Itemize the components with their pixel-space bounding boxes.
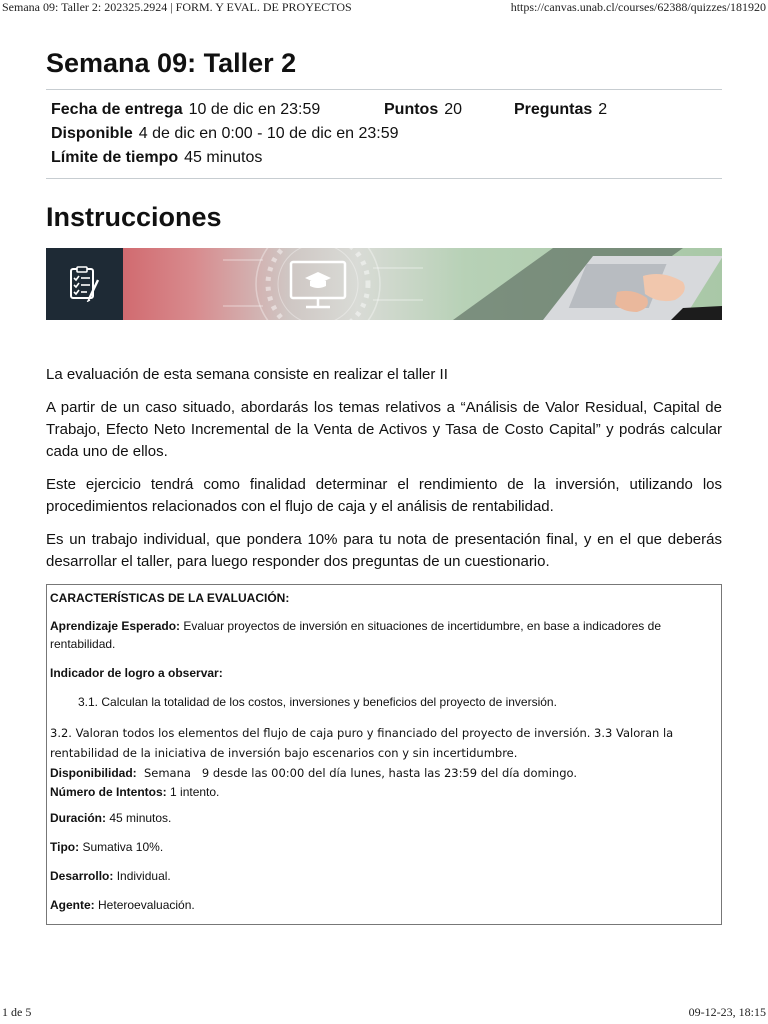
attempts xyxy=(50,783,718,801)
paragraph: La evaluación de esta semana consiste en realizar el taller II xyxy=(46,366,448,383)
evaluation-heading: CARACTERÍSTICAS DE LA EVALUACIÓN: xyxy=(50,591,290,605)
evaluation-type xyxy=(50,838,718,856)
instructions-banner xyxy=(46,248,722,320)
availability-value: 4 de dic en 0:00 - 10 de dic en 23:59 xyxy=(138,125,399,142)
quiz-details xyxy=(46,90,722,178)
time-limit xyxy=(51,146,262,170)
due-date xyxy=(51,98,384,122)
time-limit-label: Límite de tiempo xyxy=(51,149,179,166)
attempts-label: Número de Intentos: xyxy=(50,785,167,799)
instructions-body xyxy=(46,364,722,573)
evaluation-characteristics-box xyxy=(46,584,722,925)
duration xyxy=(50,809,718,827)
indicator-item: 3.1. Calculan la totalidad de los costos, inversiones y beneficios del proyecto de inversión. xyxy=(78,695,557,709)
points-label: Puntos xyxy=(384,101,439,118)
print-footer xyxy=(0,1006,768,1024)
duration-value: 45 minutos. xyxy=(106,811,172,825)
due-date-label: Fecha de entrega xyxy=(51,101,183,118)
development xyxy=(50,867,718,885)
due-date-value: 10 de dic en 23:59 xyxy=(188,101,321,118)
evaluation-type-label: Tipo: xyxy=(50,840,80,854)
questions-label: Preguntas xyxy=(514,101,593,118)
instructions-title: Instrucciones xyxy=(46,202,222,232)
learning-outcome-value: Evaluar proyectos de inversión en situaciones de incertidumbre, en base a indicadores de rentabilidad. xyxy=(50,619,661,651)
availability-detail-label: Disponibilidad: xyxy=(50,766,137,780)
duration-label: Duración: xyxy=(50,811,107,825)
print-datetime: 09-12-23, 18:15 xyxy=(688,1005,766,1019)
print-header-title: Semana 09: Taller 2: 202325.2924 | FORM. Y EVAL. DE PROYECTOS xyxy=(2,0,352,14)
print-header-url[interactable]: https://canvas.unab.cl/courses/62388/quizzes/181920 xyxy=(510,0,766,14)
quiz-content xyxy=(46,44,722,925)
availability-detail-value: Semana 9 desde las 00:00 del día lunes, hasta las 23:59 del día domingo. xyxy=(136,766,577,780)
print-header xyxy=(0,0,768,16)
questions-value: 2 xyxy=(598,101,608,118)
divider xyxy=(46,178,722,179)
agent-value: Heteroevaluación. xyxy=(98,898,195,912)
attempts-value: 1 intento. xyxy=(170,785,220,799)
page-number: 1 de 5 xyxy=(2,1005,32,1019)
learning-outcome-label: Aprendizaje Esperado: xyxy=(50,619,181,633)
indicator-label: Indicador de logro a observar: xyxy=(50,666,223,680)
availability-label: Disponible xyxy=(51,125,133,142)
indicator-item: 3.2. Valoran todos los elementos del flujo de caja puro y financiado del proyecto de inversión. 3.3 Valoran la rentabilidad de la iniciativa de inversión bajo escenarios con y sin incertidumbre. xyxy=(50,726,674,760)
learning-outcome xyxy=(50,617,718,653)
agent xyxy=(50,896,718,914)
indicator-heading xyxy=(50,664,718,682)
time-limit-value: 45 minutos xyxy=(184,149,263,166)
page-title: Semana 09: Taller 2 xyxy=(46,48,297,78)
evaluation-type-value: Sumativa 10%. xyxy=(82,840,164,854)
paragraph: A partir de un caso situado, abordarás los temas relativos a “Análisis de Valor Residual, Capital de Trabajo, Efecto Neto Incremental de la Venta de Activos y Tasa de Costo Capital” y podrás calcular cada uno de ellos. xyxy=(46,399,722,460)
availability xyxy=(51,122,399,146)
banner-icon-box xyxy=(46,248,123,320)
paragraph: Este ejercicio tendrá como finalidad determinar el rendimiento de la inversión, utilizando los procedimientos relacionados con el flujo de caja y el análisis de rentabilidad. xyxy=(46,476,722,515)
availability-detail xyxy=(50,763,718,783)
development-value: Individual. xyxy=(116,869,171,883)
points-value: 20 xyxy=(444,101,463,118)
points xyxy=(384,98,514,122)
banner-illustration xyxy=(123,248,722,320)
paragraph: Es un trabajo individual, que pondera 10% para tu nota de presentación final, y en el que deberás desarrollar el taller, para luego responder dos preguntas de un cuestionario. xyxy=(46,531,722,570)
checklist-icon xyxy=(68,266,102,302)
questions xyxy=(514,98,607,122)
agent-label: Agente: xyxy=(50,898,95,912)
development-label: Desarrollo: xyxy=(50,869,114,883)
